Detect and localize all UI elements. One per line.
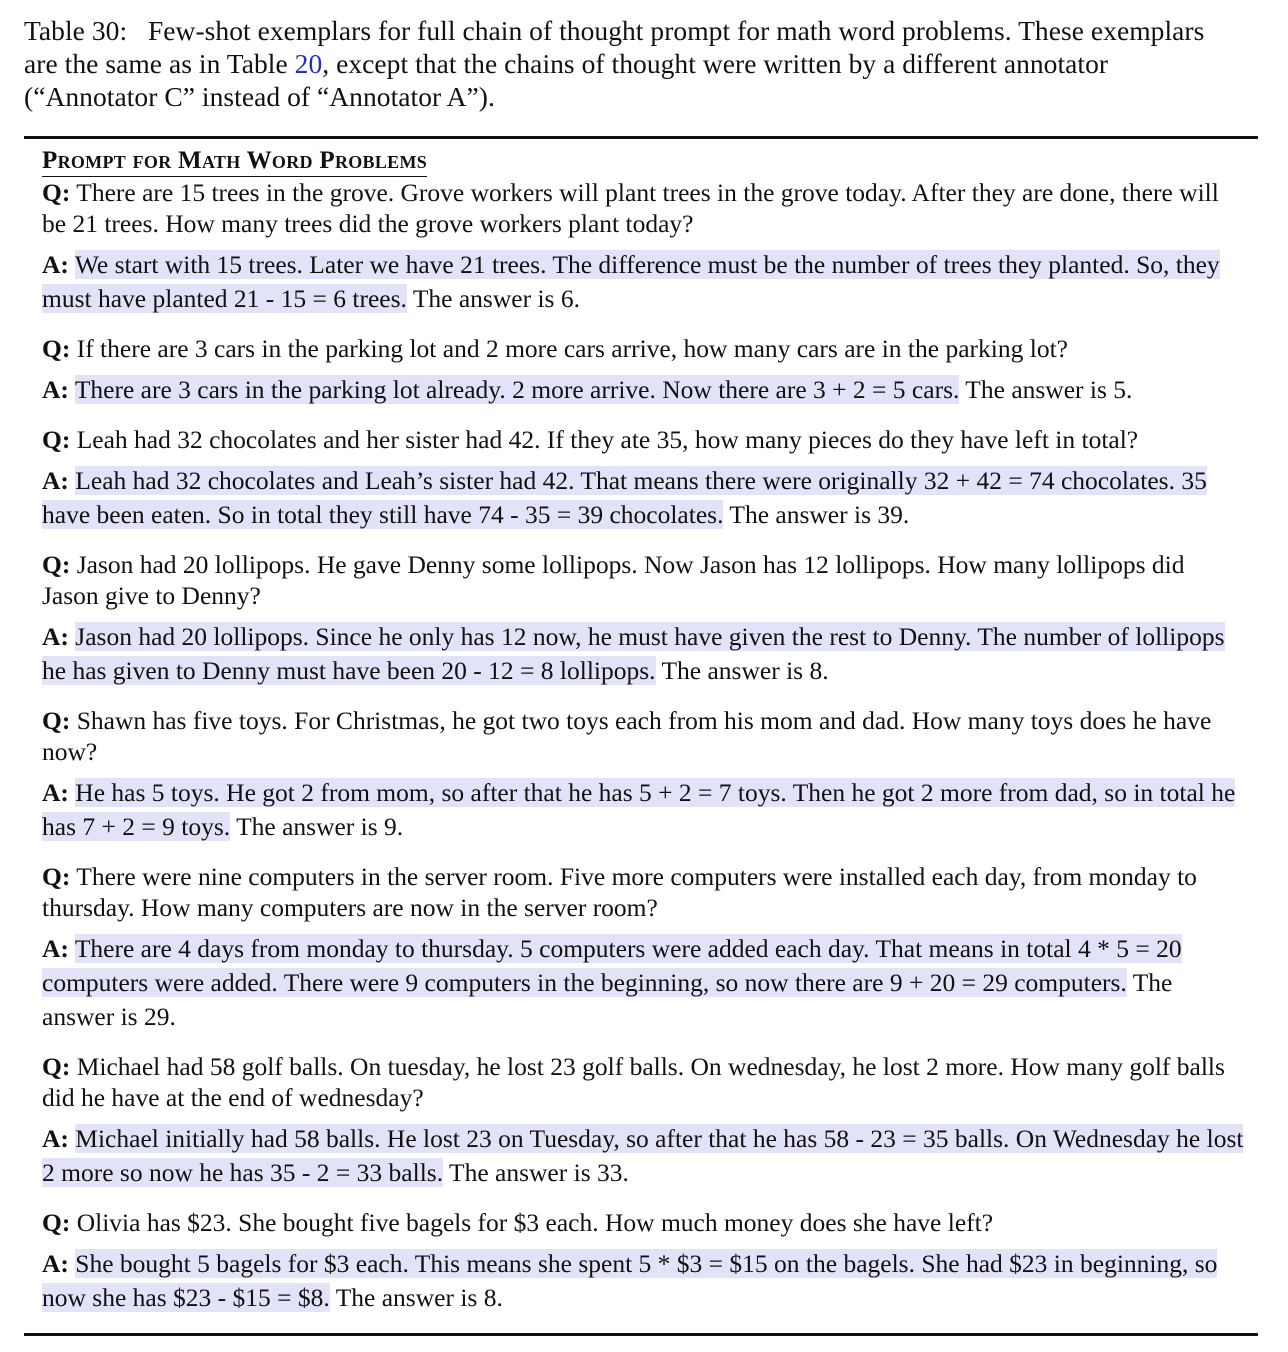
question: [42, 333, 1244, 364]
answer: [42, 620, 1244, 688]
chain-of-thought-highlight: He has 5 toys. He got 2 from mom, so after that he has 5 + 2 = 7 toys. Then he got 2 more from dad, so in total he has 7 + 2 = 9 toys.: [42, 778, 1236, 841]
answer-label: A:: [42, 1249, 69, 1278]
exemplar-list: [42, 177, 1244, 1332]
answer-label: A:: [42, 622, 69, 651]
exemplar-7: [42, 1051, 1244, 1190]
table-caption: [24, 14, 1244, 113]
chain-of-thought-highlight: We start with 15 trees. Later we have 21 trees. The difference must be the number of trees they planted. So, they must have planted 21 - 15 = 6 trees.: [42, 250, 1220, 313]
question-label: Q:: [42, 1208, 71, 1237]
chain-of-thought-highlight: There are 3 cars in the parking lot already. 2 more arrive. Now there are 3 + 2 = 5 cars.: [74, 375, 960, 404]
exemplar-3: [42, 424, 1244, 532]
exemplar-5: [42, 705, 1244, 844]
answer: [42, 932, 1244, 1034]
question-label: Q:: [42, 178, 71, 207]
table-top-rule: [24, 136, 1258, 139]
question: [42, 549, 1244, 611]
question-text: There were nine computers in the server room. Five more computers were installed each day, from monday to thursday. How many computers are now in the server room?: [42, 862, 1197, 922]
final-answer: The answer is 8.: [661, 656, 829, 685]
prompt-title: Prompt for Math Word Problems: [42, 146, 427, 177]
table-label: Table 30:: [24, 15, 128, 46]
question-text: Jason had 20 lollipops. He gave Denny some lollipops. Now Jason has 12 lollipops. How many lollipops did Jason give to Denny?: [42, 550, 1185, 610]
question-text: Shawn has five toys. For Christmas, he got two toys each from his mom and dad. How many toys does he have now?: [42, 706, 1212, 766]
question-label: Q:: [42, 334, 71, 363]
answer: [42, 776, 1244, 844]
question-text: Michael had 58 golf balls. On tuesday, he lost 23 golf balls. On wednesday, he lost 2 more. How many golf balls did he have at the end of wednesday?: [42, 1052, 1225, 1112]
question: [42, 1051, 1244, 1113]
question: [42, 705, 1244, 767]
question-text: Olivia has $23. She bought five bagels for $3 each. How much money does she have left?: [76, 1208, 994, 1237]
exemplar-8: [42, 1207, 1244, 1315]
question-label: Q:: [42, 550, 71, 579]
caption-text-end: , except that the chains of thought were written by a different annotator (“Annotator C” instead of “Annotator A”).: [24, 48, 1109, 112]
final-answer: The answer is 8.: [335, 1283, 503, 1312]
question-label: Q:: [42, 425, 71, 454]
answer-label: A:: [42, 934, 69, 963]
final-answer: The answer is 29.: [42, 968, 1173, 1031]
question-label: Q:: [42, 706, 71, 735]
caption-text: Few-shot exemplars for full chain of thought prompt for math word problems. These exemplars are the same as in Table: [24, 15, 1205, 79]
answer-label: A:: [42, 778, 69, 807]
answer-label: A:: [42, 375, 69, 404]
exemplar-6: [42, 861, 1244, 1034]
answer: [42, 1247, 1244, 1315]
final-answer: The answer is 33.: [449, 1158, 629, 1187]
question: [42, 861, 1244, 923]
answer-label: A:: [42, 250, 69, 279]
chain-of-thought-highlight: Michael initially had 58 balls. He lost 23 on Tuesday, so after that he has 58 - 23 = 35 balls. On Wednesday he lost 2 more so now he has 35 - 2 = 33 balls.: [42, 1124, 1244, 1187]
question-text: There are 15 trees in the grove. Grove workers will plant trees in the grove today. After they are done, there will be 21 trees. How many trees did the grove workers plant today?: [42, 178, 1219, 238]
question-text: Leah had 32 chocolates and her sister had 42. If they ate 35, how many pieces do they have left in total?: [76, 425, 1139, 454]
answer: [42, 373, 1244, 407]
answer: [42, 464, 1244, 532]
question: [42, 1207, 1244, 1238]
chain-of-thought-highlight: She bought 5 bagels for $3 each. This means she spent 5 * $3 = $15 on the bagels. She had $23 in beginning, so now she has $23 - $15 = $8.: [42, 1249, 1218, 1312]
exemplar-4: [42, 549, 1244, 688]
question-label: Q:: [42, 1052, 71, 1081]
exemplar-2: [42, 333, 1244, 407]
table-reference-link[interactable]: 20: [294, 48, 323, 79]
answer-label: A:: [42, 466, 69, 495]
final-answer: The answer is 9.: [236, 812, 404, 841]
final-answer: The answer is 6.: [412, 284, 580, 313]
answer-label: A:: [42, 1124, 69, 1153]
question-text: If there are 3 cars in the parking lot and 2 more cars arrive, how many cars are in the parking lot?: [76, 334, 1068, 363]
chain-of-thought-highlight: Leah had 32 chocolates and Leah’s sister had 42. That means there were originally 32 + 42 = 74 chocolates. 35 have been eaten. So in total they still have 74 - 35 = 39 chocolates.: [42, 466, 1207, 529]
question: [42, 177, 1244, 239]
question: [42, 424, 1244, 455]
chain-of-thought-highlight: Jason had 20 lollipops. Since he only has 12 now, he must have given the rest to Denny. The number of lollipops he has given to Denny must have been 20 - 12 = 8 lollipops.: [42, 622, 1225, 685]
question-label: Q:: [42, 862, 71, 891]
answer: [42, 1122, 1244, 1190]
chain-of-thought-highlight: There are 4 days from monday to thursday. 5 computers were added each day. That means in total 4 * 5 = 20 computers were added. There were 9 computers in the beginning, so now there are 9 + 20 = 29 computers.: [42, 934, 1182, 997]
answer: [42, 248, 1244, 316]
final-answer: The answer is 5.: [965, 375, 1133, 404]
table-bottom-rule: [24, 1333, 1258, 1336]
exemplar-1: [42, 177, 1244, 316]
final-answer: The answer is 39.: [729, 500, 910, 529]
